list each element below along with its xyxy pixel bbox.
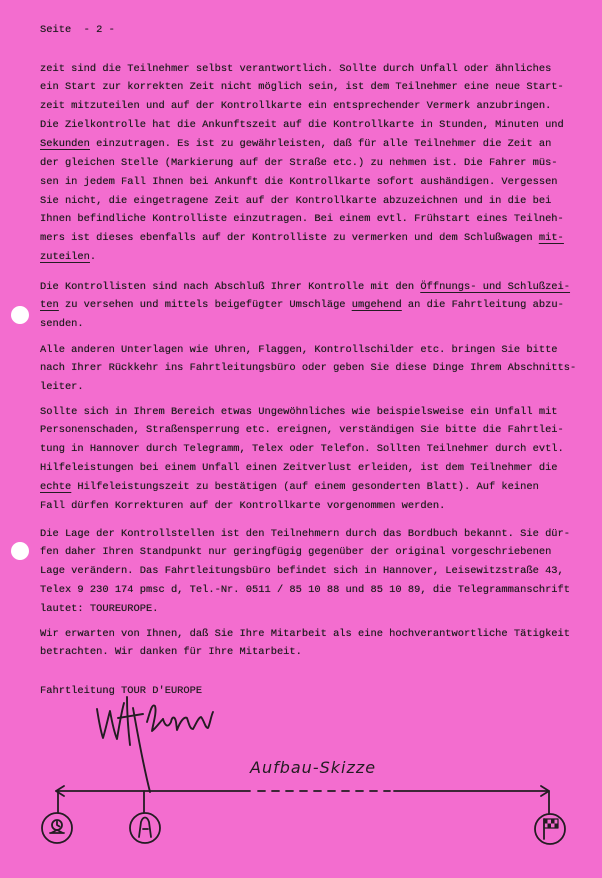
underlined-text: zuteilen: [40, 251, 90, 264]
text-segment: zu versehen und mittels beigefügter Umschläge: [58, 299, 352, 312]
text-segment: an die Fahrtleitung abzu-: [401, 299, 564, 312]
text-line: [40, 525, 570, 544]
text-line: [40, 296, 570, 315]
text-segment: Sie nicht, die eingetragene Zeit auf der Kontrollkarte abzuzeichnen und in die bei: [40, 194, 552, 207]
body-paragraph: [40, 341, 576, 398]
flag-check: [551, 819, 555, 824]
finish-flag-icon: [535, 814, 565, 844]
punch-hole: [11, 306, 29, 324]
text-segment: Sollte sich in Ihrem Bereich etwas Ungewöhnliches wie beispielsweise ein Unfall mit: [40, 405, 558, 418]
text-segment: der gleichen Stelle (Markierung auf der Straße etc.) zu nehmen ist. Die Fahrer müs-: [40, 156, 558, 169]
text-line: [40, 643, 570, 662]
flag-check: [548, 824, 552, 829]
text-segment: Personenschaden, Straßensperrung etc. ereignen, verständigen Sie bitte die Fahrtlei-: [40, 424, 564, 437]
flag-outline: [544, 819, 558, 828]
text-segment: tung in Hannover durch Telegramm, Telex oder Telefon. Sollten Teilnehmer durch evtl.: [40, 443, 564, 456]
marker-circle: [42, 813, 72, 843]
text-line: [40, 154, 564, 173]
underlined-text: Öffnungs- und Schlußzei-: [420, 280, 571, 293]
clock-hands: [57, 822, 60, 827]
text-segment: Alle anderen Unterlagen wie Uhren, Flaggen, Kontrollschilder etc. bringen Sie bitte: [40, 343, 558, 356]
text-line: [40, 440, 564, 459]
right-arrowhead: [541, 786, 549, 796]
text-line: [40, 97, 564, 116]
text-line: [40, 78, 564, 97]
body-paragraph: [40, 525, 570, 619]
text-line: [40, 459, 564, 478]
body-paragraph: [40, 60, 564, 267]
text-segment: .: [89, 251, 97, 264]
text-line: [40, 543, 570, 562]
text-segment: Telex 9 230 174 pmsc d, Tel.-Nr. 0511 / 85 10 88 und 85 10 89, die Telegrammanschrift: [40, 584, 571, 597]
marker-circle: [535, 814, 565, 844]
text-line: [40, 581, 570, 600]
control-arch: [139, 818, 151, 838]
text-segment: Fall dürfen Korrekturen auf der Kontrollkarte vorgenommen werden.: [40, 499, 446, 512]
underlined-text: Sekunden: [40, 137, 90, 150]
punch-hole: [11, 542, 29, 560]
sender-line: Fahrtleitung TOUR D'EUROPE: [40, 684, 203, 697]
text-line: [40, 173, 564, 192]
text-segment: Die Zielkontrolle hat die Ankunftszeit auf die Kontrollkarte in Stunden, Minuten und: [40, 119, 564, 132]
text-segment: mers ist dieses ebenfalls auf der Kontrolliste zu vermerken und dem Schlußwagen: [40, 232, 539, 245]
body-paragraph: [40, 625, 570, 663]
left-arrowhead: [56, 786, 64, 796]
underlined-text: umgehend: [351, 299, 402, 312]
text-line: [40, 210, 564, 229]
text-line: [40, 562, 570, 581]
text-segment: betrachten. Wir danken für Ihre Mitarbeit.: [40, 646, 302, 659]
text-segment: Hilfeleistungen bei einem Unfall einen Zeitverlust erleiden, ist dem Teilnehmer die: [40, 462, 558, 475]
underlined-text: echte: [40, 480, 72, 493]
text-line: [40, 478, 564, 497]
signature-stroke: [163, 712, 213, 730]
text-line: [40, 315, 570, 334]
text-line: [40, 341, 576, 360]
text-segment: Ihnen befindliche Kontrolliste einzutragen. Bei einem evtl. Frühstart eines Teilneh-: [40, 213, 564, 226]
text-segment: fen daher Ihren Standpunkt nur geringfügig gegenüber der original vorgeschriebenen: [40, 546, 552, 559]
text-line: [40, 403, 564, 422]
text-line: [40, 359, 576, 378]
flag-check: [544, 819, 548, 824]
signature-stroke: [127, 697, 130, 745]
text-segment: leiter.: [40, 381, 84, 394]
text-segment: sen in jedem Fall Ihnen bei Ankunft die Kontrollkarte sofort aushändigen. Vergessen: [40, 175, 558, 188]
text-segment: einzutragen. Es ist zu gewährleisten, daß für alle Teilnehmer die Zeit an: [89, 137, 552, 150]
text-segment: Die Kontrollisten sind nach Abschluß Ihrer Kontrolle mit den: [40, 280, 421, 293]
text-segment: zeit mitzuteilen und auf der Kontrollkarte ein entsprechender Vermerk anzubringen.: [40, 100, 552, 113]
flag-check: [555, 824, 559, 829]
layout-sketch: [42, 786, 565, 844]
text-line: [40, 278, 570, 297]
text-segment: Die Lage der Kontrollstellen ist den Teilnehmern durch das Bordbuch bekannt. Sie dür-: [40, 527, 571, 540]
text-line: [40, 116, 564, 135]
signature-and-sketch-layer: [0, 680, 602, 878]
text-line: [40, 248, 564, 267]
signature-stroke: [118, 714, 143, 718]
text-line: [40, 135, 564, 154]
text-segment: senden.: [40, 318, 84, 331]
signature-stroke: [147, 705, 163, 731]
text-line: [40, 625, 570, 644]
body-paragraph: [40, 403, 564, 516]
time-control-icon: [42, 813, 72, 843]
signature-stroke: [97, 703, 124, 739]
body-paragraph: [40, 278, 570, 335]
sketch-title-handwritten: Aufbau-Skizze: [250, 758, 377, 777]
signature-stroke: [133, 708, 150, 792]
page-number-label: Seite - 2 -: [40, 23, 115, 36]
underlined-text: mit-: [538, 232, 564, 245]
clock-face: [52, 820, 62, 830]
text-line: [40, 600, 570, 619]
signature: [97, 697, 213, 792]
text-line: [40, 229, 564, 248]
control-point-icon: [130, 813, 160, 843]
text-segment: zeit sind die Teilnehmer selbst verantwortlich. Sollte durch Unfall oder ähnliches: [40, 62, 552, 75]
text-segment: Lage verändern. Das Fahrtleitungsbüro befindet sich in Hannover, Leisewitzstraße 43,: [40, 565, 564, 578]
text-line: [40, 421, 564, 440]
text-segment: Wir erwarten von Ihnen, daß Sie Ihre Mitarbeit als eine hochverantwortliche Tätigkeit: [40, 627, 571, 640]
underlined-text: ten: [40, 299, 59, 312]
text-line: [40, 378, 576, 397]
clock-base: [50, 830, 64, 833]
text-segment: nach Ihrer Rückkehr ins Fahrtleitungsbüro oder geben Sie diese Dinge Ihrem Abschnitts-: [40, 362, 577, 375]
marker-circle: [130, 813, 160, 843]
text-line: [40, 60, 564, 79]
text-segment: Hilfeleistungszeit zu bestätigen (auf einem gesonderten Blatt). Auf keinen: [71, 480, 539, 493]
text-segment: lautet: TOUREUROPE.: [40, 602, 159, 615]
text-segment: ein Start zur korrekten Zeit nicht möglich sein, ist dem Teilnehmer eine neue Start-: [40, 81, 564, 94]
text-line: [40, 497, 564, 516]
text-line: [40, 192, 564, 211]
